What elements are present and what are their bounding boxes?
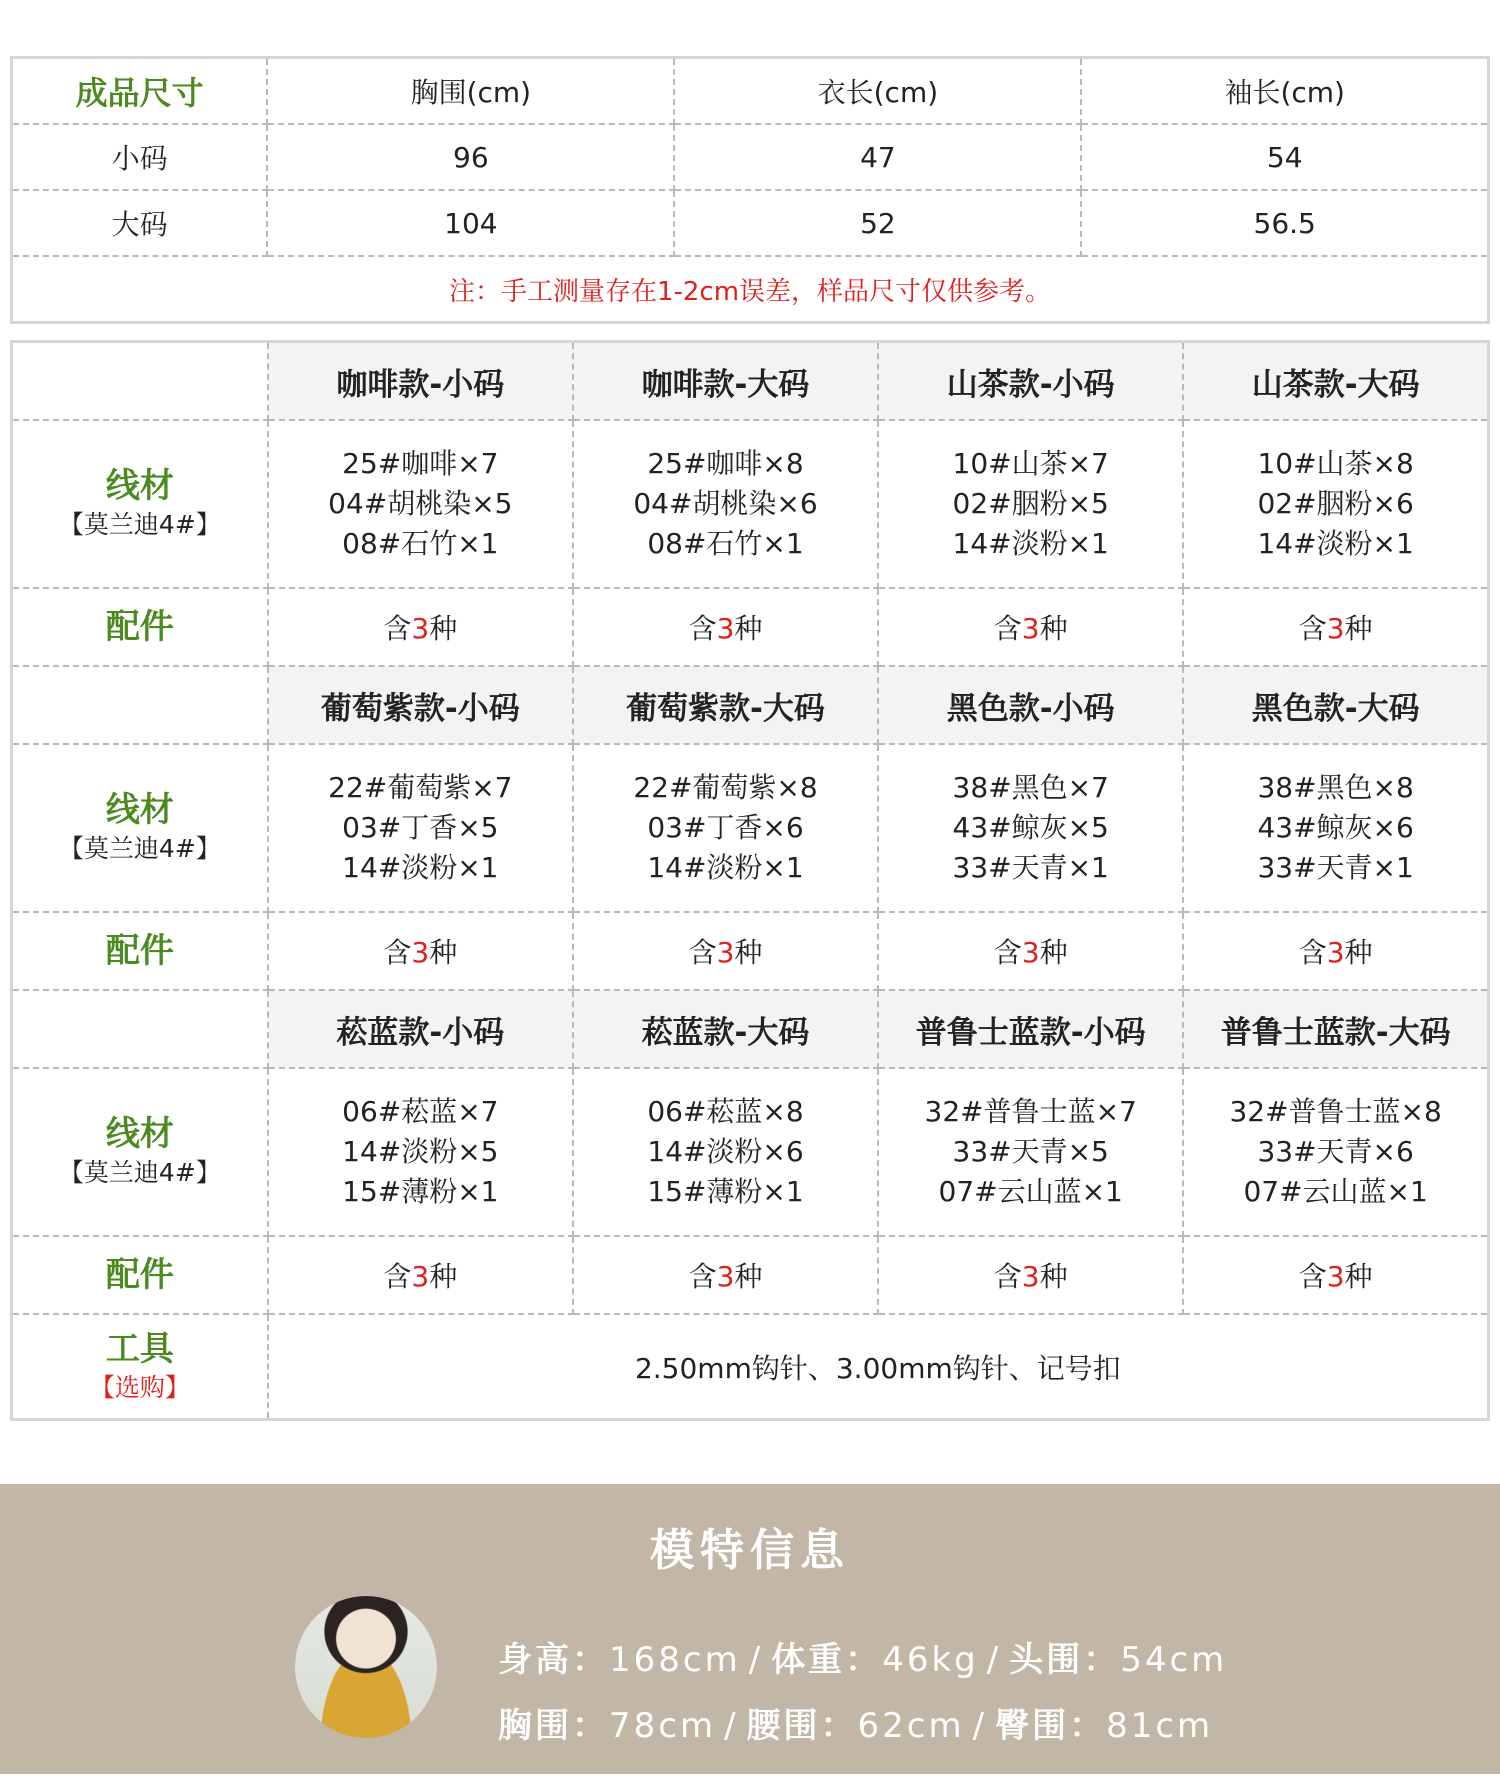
variant-header: 葡萄紫款-小码 xyxy=(268,666,573,744)
measure-label: 头围： xyxy=(1009,1640,1121,1680)
model-info-title: 模特信息 xyxy=(650,1525,850,1576)
accessory-prefix: 含 xyxy=(993,612,1022,645)
variant-header: 黑色款-小码 xyxy=(878,666,1183,744)
yarn-brand: 【莫兰迪4#】 xyxy=(58,510,221,539)
yarn-cell xyxy=(878,420,1183,588)
yarn-line: 14#淡粉×5 xyxy=(342,1135,499,1168)
accessory-suffix: 种 xyxy=(1344,612,1373,645)
yarn-cell xyxy=(268,744,573,912)
model-avatar xyxy=(295,1596,437,1738)
yarn-label: 线材 xyxy=(105,1114,174,1154)
measure-separator: / xyxy=(972,1706,988,1746)
yarn-line: 32#普鲁士蓝×8 xyxy=(1229,1095,1442,1128)
yarn-label: 线材 xyxy=(105,466,174,506)
accessory-count: 3 xyxy=(716,1260,735,1293)
yarn-label: 线材 xyxy=(105,790,174,830)
yarn-line: 33#天青×1 xyxy=(952,851,1109,884)
tools-optional: 【选购】 xyxy=(89,1372,190,1402)
variant-header: 咖啡款-小码 xyxy=(268,342,573,421)
accessory-count: 3 xyxy=(1021,612,1040,645)
accessory-suffix: 种 xyxy=(1344,936,1373,969)
measure-label: 胸围： xyxy=(498,1706,609,1746)
size-header-row xyxy=(12,58,1489,125)
accessory-cell xyxy=(878,588,1183,666)
yarn-cell xyxy=(1183,420,1488,588)
yarn-line: 25#咖啡×8 xyxy=(647,447,804,480)
variant-header: 山茶款-小码 xyxy=(878,342,1183,421)
yarn-line: 15#薄粉×1 xyxy=(647,1175,804,1208)
accessory-count: 3 xyxy=(411,1260,430,1293)
accessory-prefix: 含 xyxy=(383,1260,412,1293)
size-cell: 104 xyxy=(267,190,674,256)
variant-header-row xyxy=(12,666,1489,744)
materials-table xyxy=(10,340,1490,1421)
measure-label: 腰围： xyxy=(746,1706,858,1746)
size-row-small xyxy=(12,124,1489,190)
yarn-line: 08#石竹×1 xyxy=(647,527,804,560)
accessory-cell xyxy=(1183,912,1488,990)
yarn-line: 38#黑色×8 xyxy=(1257,771,1414,804)
tools-value: 2.50mm钩针、3.00mm钩针、记号扣 xyxy=(268,1314,1489,1420)
variant-header-row xyxy=(12,990,1489,1068)
yarn-cell xyxy=(1183,1068,1488,1236)
size-header-title: 成品尺寸 xyxy=(12,58,268,125)
yarn-line: 03#丁香×5 xyxy=(342,811,499,844)
accessory-prefix: 含 xyxy=(688,612,717,645)
yarn-row xyxy=(12,1068,1489,1236)
accessory-count: 3 xyxy=(716,612,735,645)
yarn-line: 22#葡萄紫×8 xyxy=(633,771,818,804)
yarn-line: 14#淡粉×1 xyxy=(1257,527,1414,560)
accessory-prefix: 含 xyxy=(1298,612,1327,645)
yarn-label-cell xyxy=(12,744,268,912)
accessory-count: 3 xyxy=(1326,1260,1345,1293)
accessory-count: 3 xyxy=(1021,1260,1040,1293)
accessory-suffix: 种 xyxy=(734,1260,763,1293)
model-measure-line-1 xyxy=(498,1632,1227,1681)
tools-label: 工具 xyxy=(105,1328,174,1369)
yarn-cell xyxy=(268,1068,573,1236)
yarn-line: 22#葡萄紫×7 xyxy=(328,771,513,804)
yarn-line: 38#黑色×7 xyxy=(952,771,1109,804)
tools-label-cell xyxy=(12,1314,268,1420)
yarn-cell xyxy=(573,420,878,588)
yarn-cell xyxy=(268,420,573,588)
accessory-count: 3 xyxy=(411,612,430,645)
accessory-count: 3 xyxy=(1326,612,1345,645)
measure-value: 81cm xyxy=(1106,1706,1214,1746)
accessory-suffix: 种 xyxy=(1344,1260,1373,1293)
yarn-line: 33#天青×5 xyxy=(952,1135,1109,1168)
accessory-prefix: 含 xyxy=(383,612,412,645)
yarn-brand: 【莫兰迪4#】 xyxy=(58,834,221,863)
header-corner xyxy=(12,666,268,744)
size-cell: 52 xyxy=(674,190,1081,256)
yarn-line: 14#淡粉×6 xyxy=(647,1135,804,1168)
accessory-prefix: 含 xyxy=(1298,936,1327,969)
accessory-suffix: 种 xyxy=(1039,936,1068,969)
yarn-row xyxy=(12,744,1489,912)
accessory-row xyxy=(12,1236,1489,1314)
size-note: 注：手工测量存在1-2cm误差，样品尺寸仅供参考。 xyxy=(12,256,1489,323)
tools-row xyxy=(12,1314,1489,1420)
yarn-line: 08#石竹×1 xyxy=(342,527,499,560)
accessory-suffix: 种 xyxy=(429,612,458,645)
accessory-prefix: 含 xyxy=(383,936,412,969)
accessory-count: 3 xyxy=(1326,936,1345,969)
accessory-suffix: 种 xyxy=(429,1260,458,1293)
measure-value: 54cm xyxy=(1120,1640,1228,1680)
accessory-suffix: 种 xyxy=(1039,612,1068,645)
size-cell: 96 xyxy=(267,124,674,190)
variant-header: 菘蓝款-大码 xyxy=(573,990,878,1068)
yarn-brand: 【莫兰迪4#】 xyxy=(58,1158,221,1187)
accessory-cell xyxy=(573,912,878,990)
materials-body xyxy=(12,342,1489,1420)
size-note-row xyxy=(12,256,1489,323)
variant-header: 普鲁士蓝款-大码 xyxy=(1183,990,1488,1068)
yarn-line: 43#鲸灰×5 xyxy=(952,811,1109,844)
variant-header: 黑色款-大码 xyxy=(1183,666,1488,744)
accessory-prefix: 含 xyxy=(993,1260,1022,1293)
yarn-row xyxy=(12,420,1489,588)
yarn-line: 25#咖啡×7 xyxy=(342,447,499,480)
accessory-cell xyxy=(573,588,878,666)
accessory-label: 配件 xyxy=(12,1236,268,1314)
accessory-label: 配件 xyxy=(12,912,268,990)
accessory-cell xyxy=(1183,588,1488,666)
accessory-row xyxy=(12,912,1489,990)
variant-header: 山茶款-大码 xyxy=(1183,342,1488,421)
size-header-bust: 胸围(cm) xyxy=(267,58,674,125)
accessory-count: 3 xyxy=(716,936,735,969)
yarn-cell xyxy=(573,744,878,912)
size-cell: 47 xyxy=(674,124,1081,190)
measure-separator: / xyxy=(724,1706,739,1746)
size-header-sleeve: 袖长(cm) xyxy=(1081,58,1488,125)
yarn-line: 03#丁香×6 xyxy=(647,811,804,844)
yarn-cell xyxy=(878,1068,1183,1236)
yarn-line: 33#天青×1 xyxy=(1257,851,1414,884)
accessory-row xyxy=(12,588,1489,666)
yarn-line: 06#菘蓝×7 xyxy=(342,1095,499,1128)
accessory-cell xyxy=(268,912,573,990)
accessory-suffix: 种 xyxy=(429,936,458,969)
measure-value: 46kg xyxy=(882,1640,979,1680)
yarn-cell xyxy=(878,744,1183,912)
yarn-line: 06#菘蓝×8 xyxy=(647,1095,804,1128)
yarn-line: 10#山茶×7 xyxy=(952,447,1109,480)
yarn-line: 04#胡桃染×6 xyxy=(633,487,818,520)
yarn-line: 02#胭粉×6 xyxy=(1257,487,1414,520)
accessory-cell xyxy=(268,588,573,666)
measure-separator: / xyxy=(748,1640,764,1680)
accessory-cell xyxy=(268,1236,573,1314)
header-corner xyxy=(12,990,268,1068)
size-table xyxy=(10,56,1490,324)
yarn-cell xyxy=(573,1068,878,1236)
model-measure-line-2 xyxy=(498,1698,1213,1747)
yarn-line: 14#淡粉×1 xyxy=(647,851,804,884)
accessory-cell xyxy=(573,1236,878,1314)
measure-label: 臀围： xyxy=(995,1706,1107,1746)
variant-header-row xyxy=(12,342,1489,421)
accessory-prefix: 含 xyxy=(993,936,1022,969)
accessory-suffix: 种 xyxy=(734,612,763,645)
yarn-line: 02#胭粉×5 xyxy=(952,487,1109,520)
accessory-cell xyxy=(1183,1236,1488,1314)
measure-value: 168cm xyxy=(609,1640,741,1680)
variant-header: 菘蓝款-小码 xyxy=(268,990,573,1068)
accessory-prefix: 含 xyxy=(1298,1260,1327,1293)
yarn-line: 04#胡桃染×5 xyxy=(328,487,513,520)
measure-separator: / xyxy=(986,1640,1002,1680)
yarn-line: 32#普鲁士蓝×7 xyxy=(924,1095,1137,1128)
measure-label: 体重： xyxy=(771,1640,883,1680)
yarn-line: 33#天青×6 xyxy=(1257,1135,1414,1168)
measure-value: 78cm xyxy=(609,1706,717,1746)
size-header-length: 衣长(cm) xyxy=(674,58,1081,125)
yarn-line: 15#薄粉×1 xyxy=(342,1175,499,1208)
yarn-line: 07#云山蓝×1 xyxy=(938,1175,1123,1208)
accessory-cell xyxy=(878,1236,1183,1314)
accessory-suffix: 种 xyxy=(734,936,763,969)
size-cell: 54 xyxy=(1081,124,1488,190)
accessory-cell xyxy=(878,912,1183,990)
accessory-suffix: 种 xyxy=(1039,1260,1068,1293)
yarn-line: 14#淡粉×1 xyxy=(342,851,499,884)
size-row-large xyxy=(12,190,1489,256)
yarn-line: 10#山茶×8 xyxy=(1257,447,1414,480)
yarn-cell xyxy=(1183,744,1488,912)
header-corner xyxy=(12,342,268,421)
model-info-section xyxy=(0,1484,1500,1774)
accessory-prefix: 含 xyxy=(688,1260,717,1293)
accessory-count: 3 xyxy=(1021,936,1040,969)
yarn-label-cell xyxy=(12,420,268,588)
variant-header: 葡萄紫款-大码 xyxy=(573,666,878,744)
variant-header: 普鲁士蓝款-小码 xyxy=(878,990,1183,1068)
variant-header: 咖啡款-大码 xyxy=(573,342,878,421)
yarn-label-cell xyxy=(12,1068,268,1236)
size-cell: 小码 xyxy=(12,124,268,190)
accessory-prefix: 含 xyxy=(688,936,717,969)
accessory-label: 配件 xyxy=(12,588,268,666)
accessory-count: 3 xyxy=(411,936,430,969)
yarn-line: 07#云山蓝×1 xyxy=(1243,1175,1428,1208)
measure-value: 62cm xyxy=(857,1706,965,1746)
yarn-line: 14#淡粉×1 xyxy=(952,527,1109,560)
size-cell: 大码 xyxy=(12,190,268,256)
size-cell: 56.5 xyxy=(1081,190,1488,256)
yarn-line: 43#鲸灰×6 xyxy=(1257,811,1414,844)
measure-label: 身高： xyxy=(498,1640,609,1680)
